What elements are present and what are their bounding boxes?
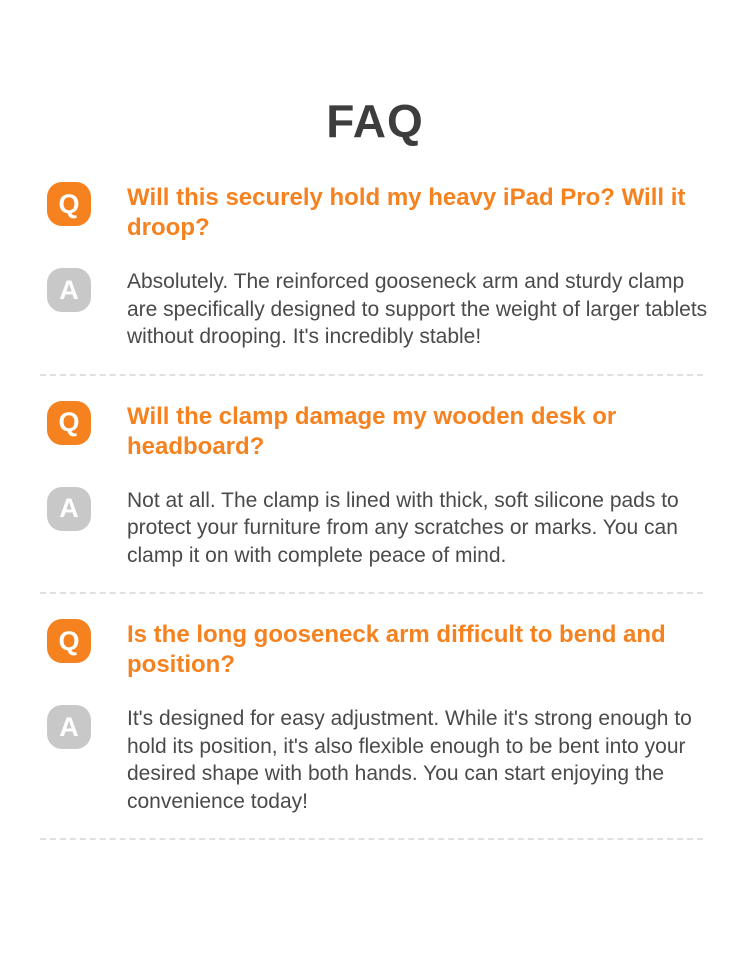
question-row xyxy=(40,182,710,243)
answer-badge-icon: A xyxy=(47,705,91,749)
faq-item xyxy=(40,182,710,376)
divider xyxy=(40,374,703,376)
answer-text: Not at all. The clamp is lined with thick, soft silicone pads to protect your furniture from any scratches or marks. You can clamp it on with complete peace of mind. xyxy=(127,488,679,567)
question-badge-icon: Q xyxy=(47,401,91,445)
divider xyxy=(40,838,703,840)
question-badge-icon: Q xyxy=(47,619,91,663)
answer-text: It's designed for easy adjustment. While it's strong enough to hold its position, it's also flexible enough to be bent into your desired shape with both hands. You can start enjoying the convenience today! xyxy=(127,707,692,813)
question-row xyxy=(40,401,710,462)
divider xyxy=(40,592,703,594)
page-title: FAQ xyxy=(326,95,424,147)
answer-badge-icon: A xyxy=(47,268,91,312)
answer-row xyxy=(40,268,710,351)
faq-item xyxy=(40,619,710,840)
question-badge-icon: Q xyxy=(47,182,91,226)
faq-item xyxy=(40,401,710,595)
answer-badge-icon: A xyxy=(47,487,91,531)
answer-text: Absolutely. The reinforced gooseneck arm and sturdy clamp are specifically designed to support the weight of larger tablets without drooping. It's incredibly stable! xyxy=(127,270,708,349)
faq-list xyxy=(0,182,750,840)
question-text: Will this securely hold my heavy iPad Pro? Will it droop? xyxy=(127,184,686,242)
question-text: Is the long gooseneck arm difficult to bend and position? xyxy=(127,621,666,679)
question-row xyxy=(40,619,710,680)
answer-row xyxy=(40,487,710,570)
answer-row xyxy=(40,705,710,815)
question-text: Will the clamp damage my wooden desk or headboard? xyxy=(127,402,617,460)
